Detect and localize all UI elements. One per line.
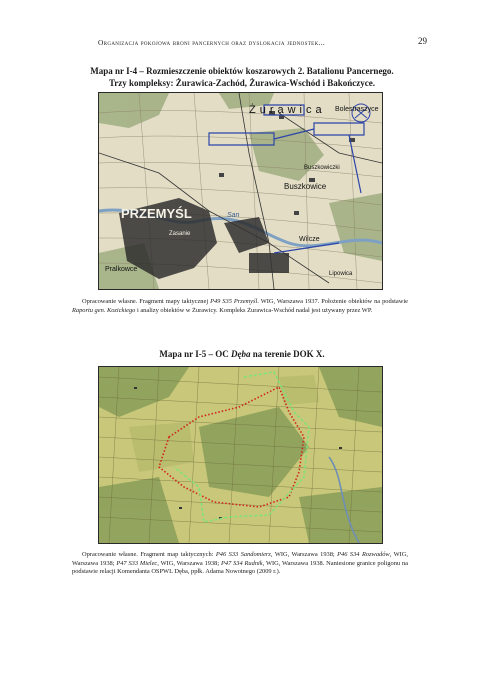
running-head: Organizacja pokojowa broni pancernych oraz dyslokacja jednostek...	[98, 38, 326, 47]
map-label-zasanie: Zasanie	[169, 231, 191, 237]
figure1-title: Mapa nr I-4 – Rozmieszczenie obiektów koszarowych 2. Batalionu Pancernego.	[90, 66, 394, 76]
figure1-caption	[72, 66, 412, 89]
map-label-pralkowce: Pralkowce	[105, 266, 138, 273]
page-number: 29	[418, 36, 427, 46]
map-label-bolestraszyce: Bolestraszyce	[335, 106, 379, 113]
map-label-wilcze: Wilcze	[299, 236, 320, 243]
figure1-source: Opracowanie własne. Fragment mapy taktycznej P49 S35 Przemyśl. WIG, Warszawa 1937. Położenie obiektów na podstawie Raportu gen. Kozickiego i analizy obiektów w Żurawicy. Kompleks Żurawica-Wschód nadal jest używany przez WP.	[72, 298, 408, 314]
map-label-town: PRZEMYŚL	[121, 206, 192, 221]
map-label-lipowica: Lipowica	[329, 271, 353, 277]
map-label-buszkowiczki: Buszkowiczki	[304, 165, 340, 171]
map-label-river: San	[227, 212, 240, 219]
map-deba	[98, 366, 383, 544]
map-przemysl	[98, 92, 383, 290]
map-label-buszkowice: Buszkowice	[284, 182, 327, 191]
figure2-source: Opracowanie własne. Fragment map taktycznych: P46 S33 Sandomierz, WIG, Warszawa 1938; P46 S34 Rozwadów, WIG, Warszawa 1938; P47 S33 Mielec, WIG, Warszawa 1938; P47 S34 Rudnik, WIG, Warszawa 1938. Naniesione granice poligonu na podstawie relacji Komendanta OSPWL Dęba, ppłk. Adama Nowotnego (2009 r.).	[72, 551, 408, 576]
figure1-subtitle: Trzy kompleksy: Żurawica-Zachód, Żurawica-Wschód i Bakończyce.	[108, 77, 376, 88]
map-label-zurawica: Żurawica	[249, 104, 326, 116]
figure2-title: Mapa nr I-5 – OC Dęba na terenie DOK X.	[159, 349, 325, 359]
